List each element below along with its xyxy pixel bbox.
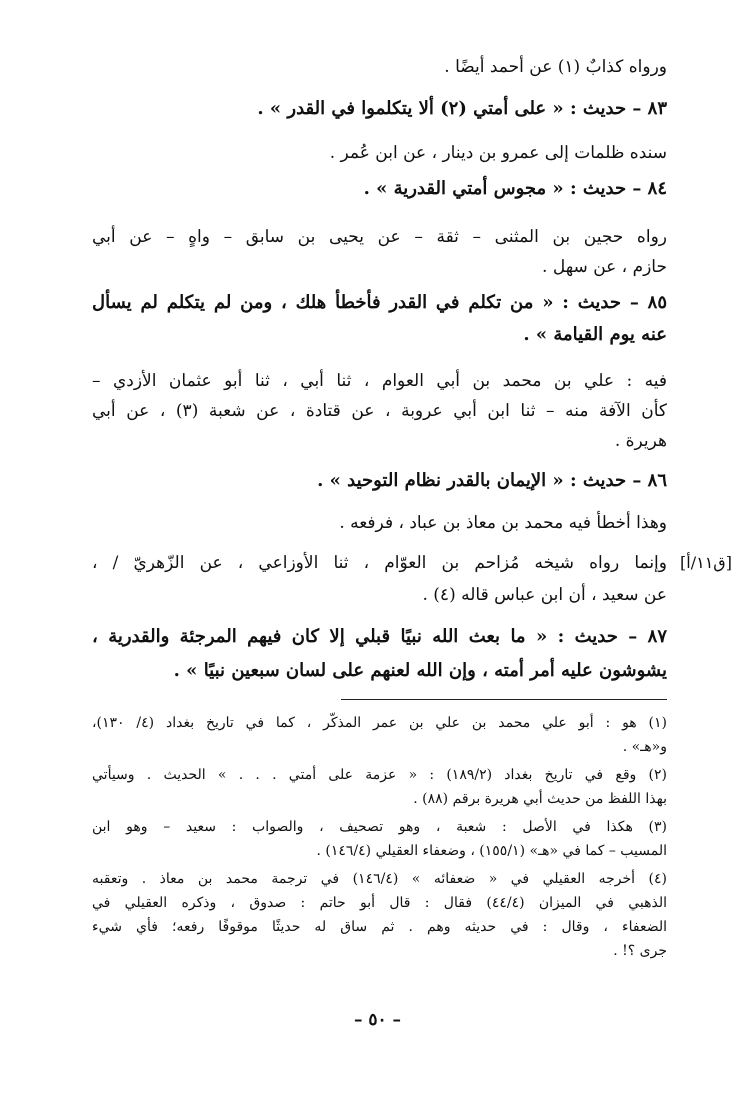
footnote-1-line-1: (١) هو : أبو علي محمد بن علي بن عمر المذكّر ، كما في تاريخ بغداد (٤/ ١٣٠)، <box>92 715 667 731</box>
hadith-87-heading-cont: يشوشون عليه أمر أمته ، وإن الله لعنهم على لسان سبعين نبيًا » . <box>173 660 667 681</box>
hadith-85-heading: ٨٥ – حديث : « من تكلم في القدر فأخطأ هلك ، ومن لم يتكلم لم يسأل <box>92 292 667 313</box>
footnote-divider <box>341 699 667 700</box>
text-line-14: وإنما رواه شيخه مُزاحم بن العوّام ، ثنا الأوزاعي ، عن الزّهريّ / ، <box>92 553 667 573</box>
text-line-13: وهذا أخطأ فيه محمد بن معاذ بن عباد ، فرفعه . <box>339 513 667 533</box>
text-line-10: كأن الآفة منه – ثنا ابن أبي عروبة ، عن قتادة ، عن شعبة (٣) ، عن أبي <box>92 401 667 421</box>
footnote-4-line-4: جرى ؟! . <box>613 943 667 959</box>
footnote-3-line-2: المسيب – كما في «هـ» (١٥٥/١) ، وضعفاء العقيلي (١٤٦/٤) . <box>316 843 667 859</box>
text-line-15: عن سعيد ، أن ابن عباس قاله (٤) . <box>422 585 667 605</box>
hadith-84-heading: ٨٤ – حديث : « مجوس أمتي القدرية » . <box>363 178 667 199</box>
text-line-9: فيه : علي بن محمد بن أبي العوام ، ثنا أبي ، ثنا أبو عثمان الأزدي – <box>92 371 667 391</box>
text-line-3: سنده ظلمات إلى عمرو بن دينار ، عن ابن عُمر . <box>329 143 667 163</box>
footnote-4-line-2: الذهبي في الميزان (٤٤/٤) فقال : قال أبو حاتم : صدوق ، وذكره العقيلي في <box>92 895 667 911</box>
manuscript-folio-note: [ق١١/أ] <box>680 553 732 572</box>
hadith-86-heading: ٨٦ – حديث : « الإيمان بالقدر نظام التوحيد » . <box>317 470 667 491</box>
footnote-2-line-2: بهذا اللفظ من حديث أبي هريرة برقم (٨٨) . <box>413 791 667 807</box>
text-line-11: هريرة . <box>614 431 667 451</box>
footnote-4-line-3: الضعفاء ، وقال : في حديثه وهم . ثم ساق له حديثًا موقوفًا رفعه؛ فأي شيء <box>92 919 667 935</box>
page-number: – ٥٠ – <box>353 1010 402 1030</box>
footnote-4-line-1: (٤) أخرجه العقيلي في « ضعفائه » (١٤٦/٤) في ترجمة محمد بن معاذ . وتعقبه <box>92 871 667 887</box>
footnote-1-line-2: و«هـ» . <box>622 739 667 755</box>
footnote-2-line-1: (٢) وقع في تاريخ بغداد (١٨٩/٢) : « عزمة على أمتي . . . » الحديث . وسيأتي <box>92 767 667 783</box>
footnote-3-line-1: (٣) هكذا في الأصل : شعبة ، وهو تصحيف ، والصواب : سعيد – وهو ابن <box>92 819 667 835</box>
text-line-6: حازم ، عن سهل . <box>542 257 667 277</box>
hadith-87-heading: ٨٧ – حديث : « ما بعث الله نبيًا قبلي إلا كان فيهم المرجئة والقدرية ، <box>92 626 667 647</box>
hadith-83-heading: ٨٣ – حديث : « على أمتي (٢) ألا يتكلموا في القدر » . <box>257 98 667 119</box>
hadith-85-heading-cont: عنه يوم القيامة » . <box>523 324 667 345</box>
text-line-1: ورواه كذابٌ (١) عن أحمد أيضًا . <box>444 57 667 77</box>
text-line-5: رواه حجين بن المثنى – ثقة – عن يحيى بن سابق – واهٍ – عن أبي <box>92 227 667 247</box>
